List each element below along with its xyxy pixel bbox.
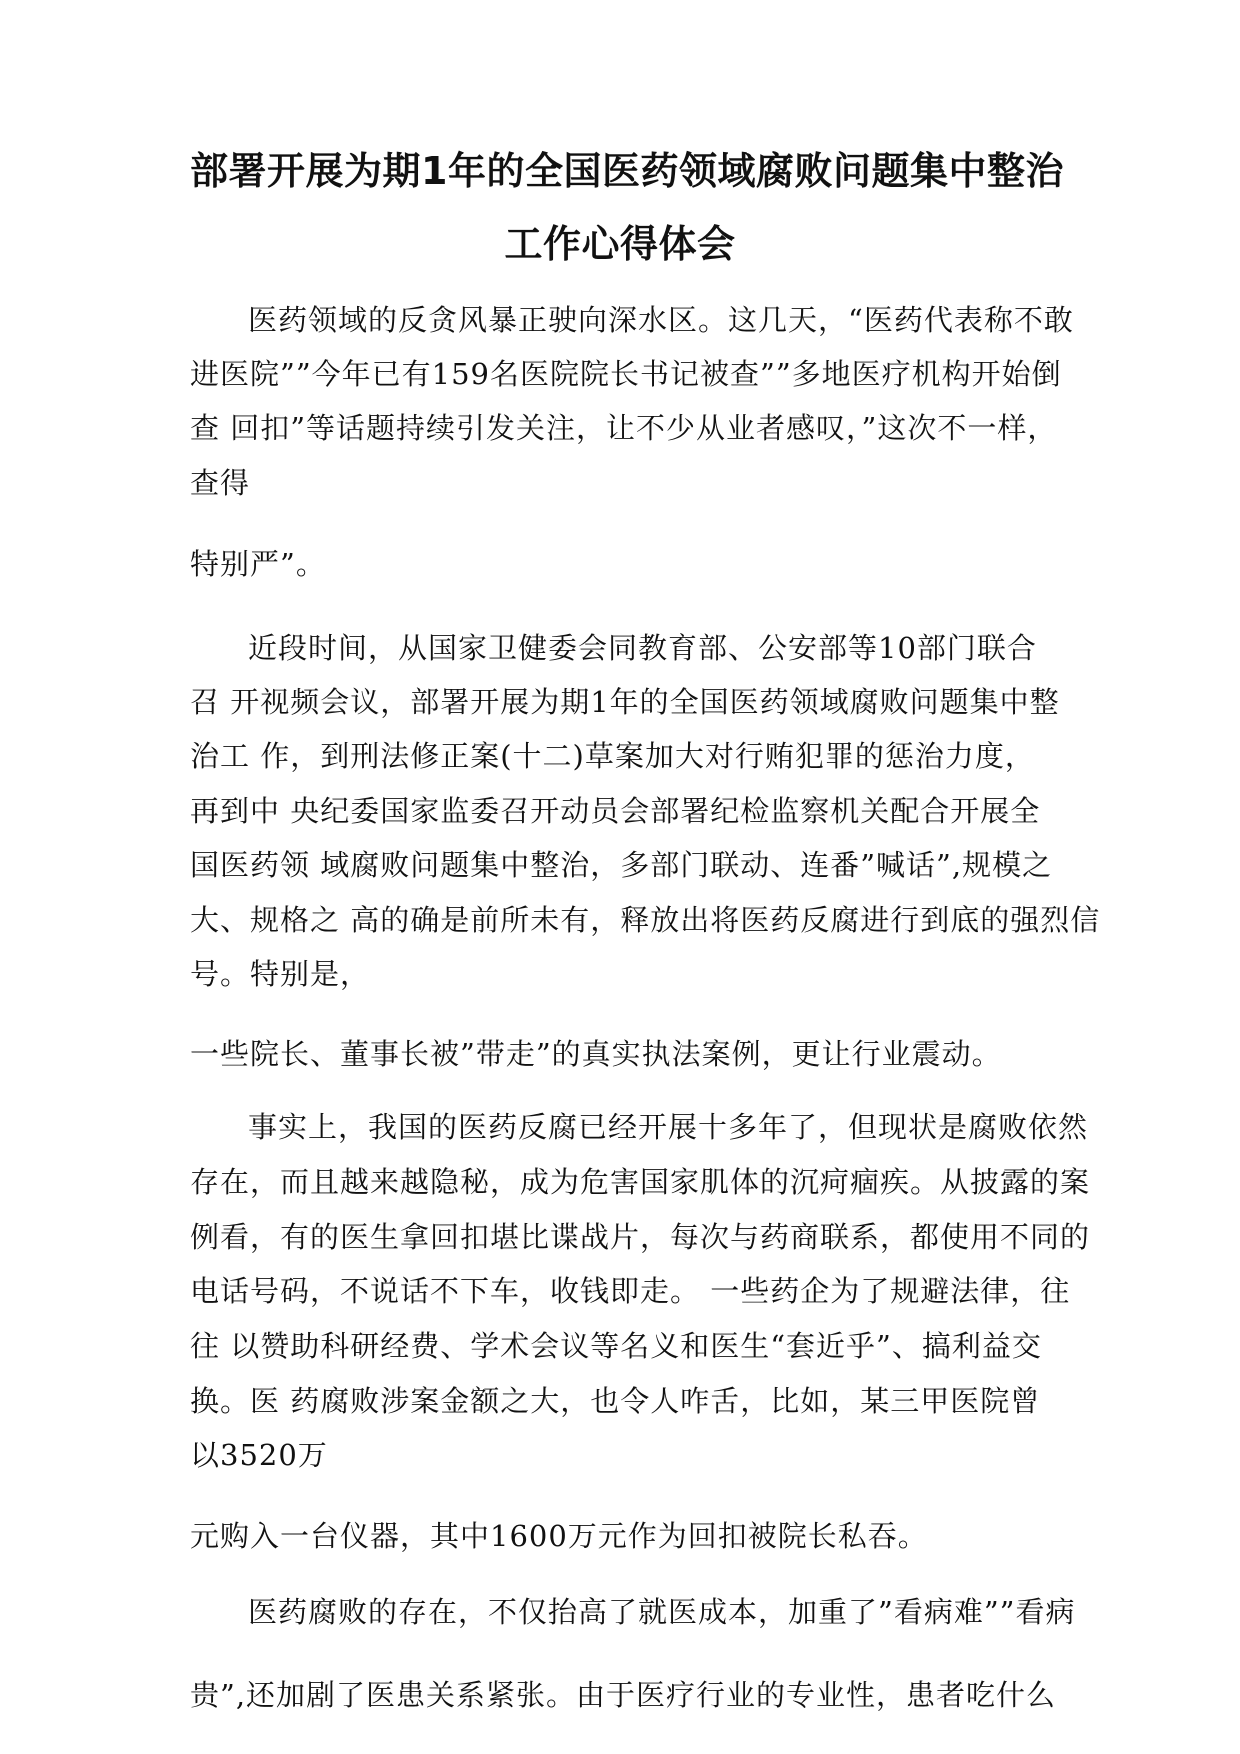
body-text-line: 医药腐败的存在，不仅抬高了就医成本，加重了”看病难””看病 [248,1595,1076,1629]
body-text-line: 以3520万 [190,1438,328,1472]
body-text-line: 存在，而且越来越隐秘，成为危害国家肌体的沉疴痼疾。从披露的案 [190,1165,1091,1199]
body-text-line: 再到中 央纪委国家监委召开动员会部署纪检监察机关配合开展全 [190,794,1041,828]
body-text-line: 国医药领 域腐败问题集中整治，多部门联动、连番”喊话”,规模之 [190,848,1053,882]
body-text-line: 大、规格之 高的确是前所未有，释放出将医药反腐进行到底的强烈信 [190,903,1101,937]
document-title-line-1: 部署开展为期1年的全国医药领域腐败问题集中整治 [190,149,1064,193]
body-text-line: 号。特别是， [190,957,371,991]
body-text-line: 往 以赞助科研经费、学术会议等名义和医生“套近乎”、搞利益交 [190,1329,1042,1363]
body-text-line: 电话号码，不说话不下车，收钱即走。 一些药企为了规避法律，往 [190,1274,1071,1308]
body-text-line: 近段时间，从国家卫健委会同教育部、公安部等10部门联合 [248,631,1037,665]
body-text-line: 元购入一台仪器，其中1600万元作为回扣被院长私吞。 [190,1519,928,1553]
document-title-line-2: 工作心得体会 [504,222,736,266]
body-text-line: 召 开视频会议，部署开展为期1年的全国医药领域腐败问题集中整 [190,685,1060,719]
body-text-line: 医药领域的反贪风暴正驶向深水区。这几天，“医药代表称不敢 [248,303,1074,337]
body-text-line: 治工 作，到刑法修正案(十二)草案加大对行贿犯罪的惩治力度， [190,739,1035,773]
body-text-line: 进医院””今年已有159名医院院长书记被查””多地医疗机构开始倒 [190,357,1062,391]
body-text-line: 查 回扣”等话题持续引发关注，让不少从业者感叹，”这次不一样， [190,411,1058,445]
body-text-line: 换。医 药腐败涉案金额之大，也令人咋舌，比如，某三甲医院曾 [190,1384,1041,1418]
body-text-line: 贵”,还加剧了医患关系紧张。由于医疗行业的专业性，患者吃什么 [190,1678,1057,1712]
body-text-line: 事实上，我国的医药反腐已经开展十多年了，但现状是腐败依然 [248,1110,1089,1144]
body-text-line: 一些院长、董事长被”带走”的真实执法案例，更让行业震动。 [190,1037,1002,1071]
body-text-line: 例看，有的医生拿回扣堪比谍战片，每次与药商联系，都使用不同的 [190,1220,1091,1254]
body-text-line: 特别严”。 [190,547,326,581]
body-text-line: 查得 [190,466,251,500]
